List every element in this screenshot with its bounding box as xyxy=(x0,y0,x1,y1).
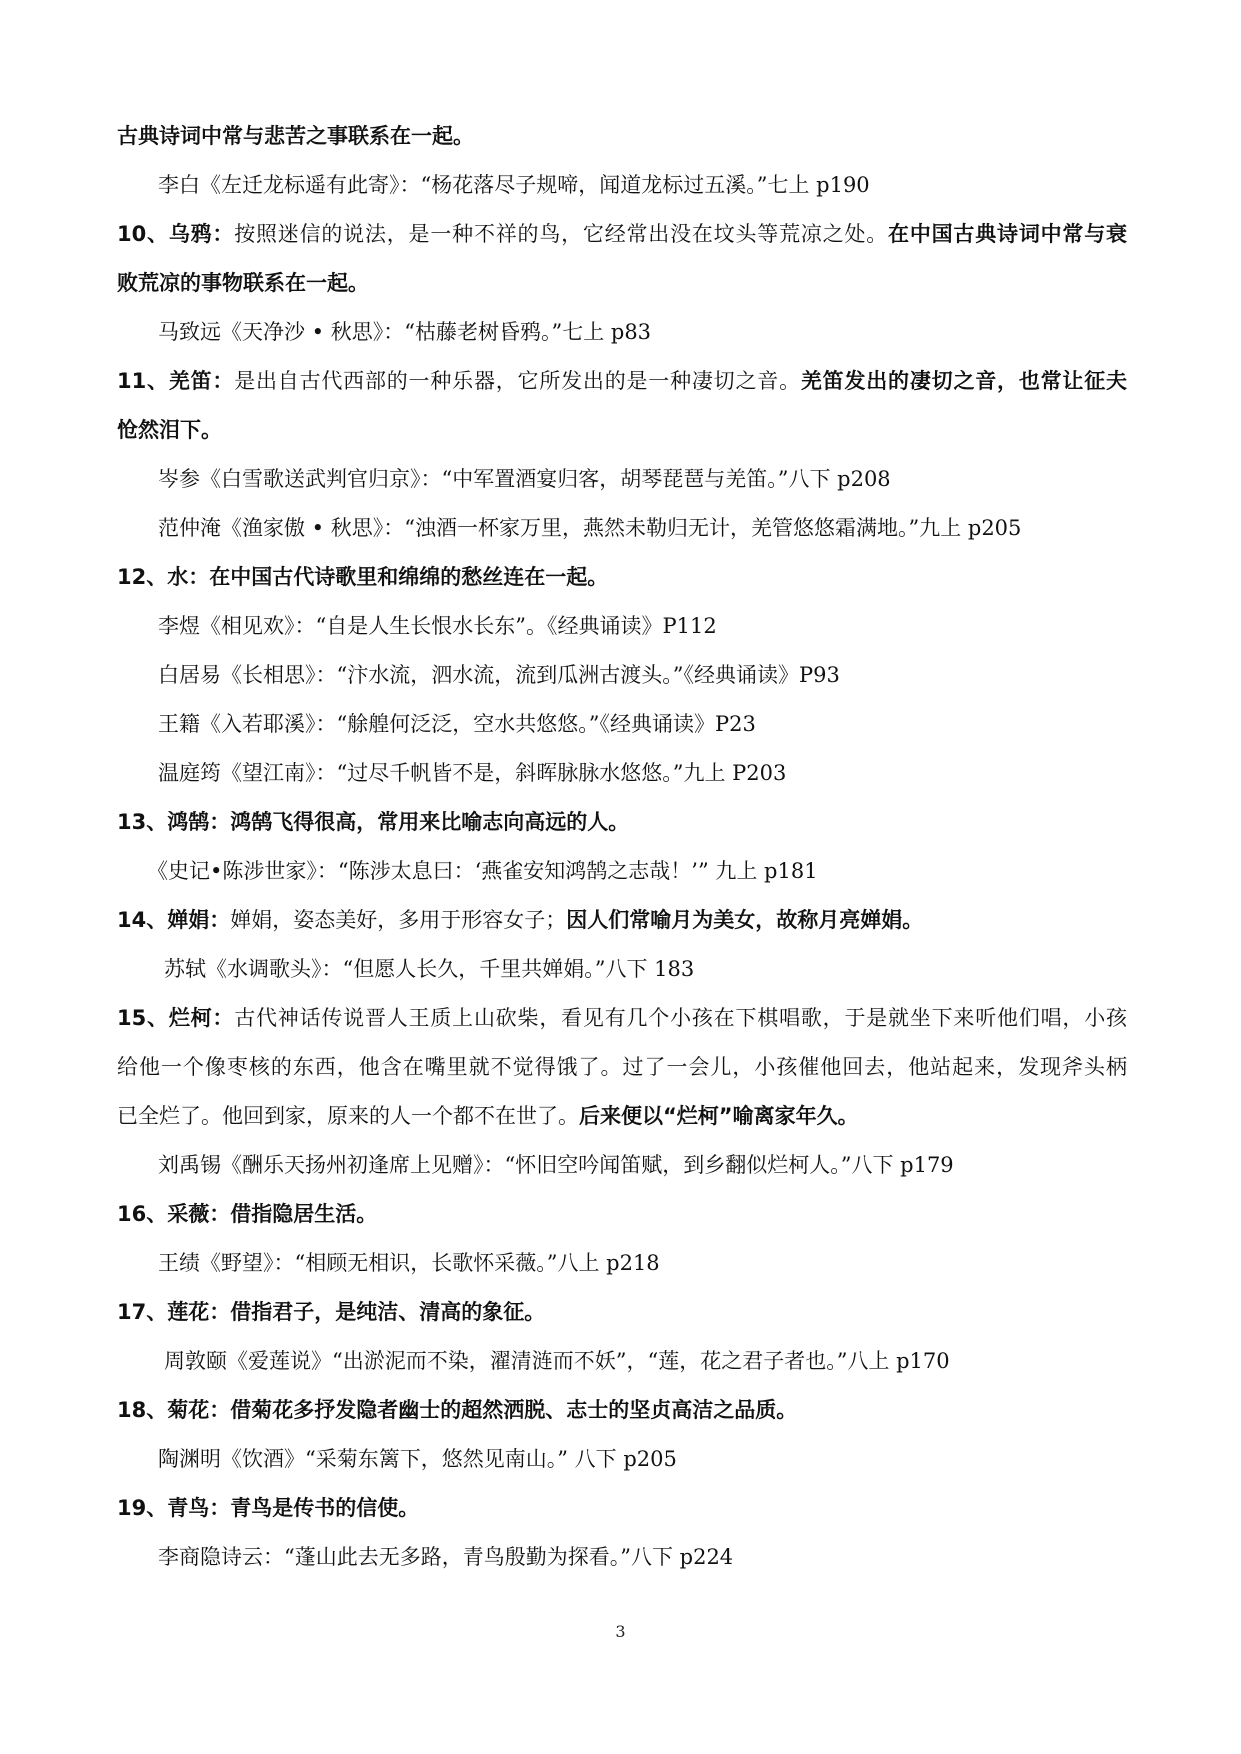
text-line: 败荒凉的事物联系在一起。 xyxy=(117,271,369,295)
entry-heading-qiangdi: 11、羌笛：是出自古代西部的一种乐器，它所发出的是一种凄切之音。羌笛发出的凄切之音，也常让征夫 xyxy=(117,369,1128,393)
document-body xyxy=(117,112,1127,1582)
entry-heading-qingniao: 19、青鸟：青鸟是传书的信使。 xyxy=(117,1496,420,1520)
quote-line: 马致远《天净沙 • 秋思》：“枯藤老树昏鸦。”七上 p83 xyxy=(158,320,652,344)
entry-heading-honghu: 13、鸿鹄：鸿鹄飞得很高，常用来比喻志向高远的人。 xyxy=(117,810,630,834)
quote-line: 温庭筠《望江南》：“过尽千帆皆不是，斜晖脉脉水悠悠。”九上 P203 xyxy=(158,761,787,785)
quote-line: 王籍《入若耶溪》：“艅艎何泛泛，空水共悠悠。”《经典诵读》P23 xyxy=(158,712,756,736)
text-line: 古典诗词中常与悲苦之事联系在一起。 xyxy=(117,124,474,148)
entry-heading-shui: 12、水：在中国古代诗歌里和绵绵的愁丝连在一起。 xyxy=(117,565,609,589)
text-line: 怆然泪下。 xyxy=(117,418,222,442)
entry-heading-caiwei: 16、采薇：借指隐居生活。 xyxy=(117,1202,378,1226)
quote-line: 王绩《野望》：“相顾无相识，长歌怀采薇。”八上 p218 xyxy=(158,1251,660,1275)
entry-heading-lianhua: 17、莲花：借指君子，是纯洁、清高的象征。 xyxy=(117,1300,546,1324)
quote-line: 岑参《白雪歌送武判官归京》：“中军置酒宴归客，胡琴琵琶与羌笛。”八下 p208 xyxy=(158,467,891,491)
quote-line: 白居易《长相思》：“汴水流，泗水流，流到瓜洲古渡头。”《经典诵读》P93 xyxy=(158,663,840,687)
quote-line: 陶渊明《饮酒》“采菊东篱下，悠然见南山。” 八下 p205 xyxy=(158,1447,677,1471)
quote-line: 李商隐诗云：“蓬山此去无多路，青鸟殷勤为探看。”八下 p224 xyxy=(158,1545,734,1569)
entry-heading-juhua: 18、菊花：借菊花多抒发隐者幽士的超然洒脱、志士的坚贞高洁之品质。 xyxy=(117,1398,798,1422)
quote-line: 李煜《相见欢》：“自是人生长恨水长东”。《经典诵读》P112 xyxy=(158,614,717,638)
quote-line: 范仲淹《渔家傲 • 秋思》：“浊酒一杯家万里，燕然未勒归无计，羌管悠悠霜满地。”九上 p205 xyxy=(158,516,1022,540)
entry-heading-chanjuan: 14、婵娟：婵娟，姿态美好，多用于形容女子；因人们常喻月为美女，故称月亮婵娟。 xyxy=(117,908,924,932)
page-number: 3 xyxy=(615,1622,626,1641)
entry-heading-wuya: 10、乌鸦：按照迷信的说法，是一种不祥的鸟，它经常出没在坟头等荒凉之处。在中国古典诗词中常与衰 xyxy=(117,222,1127,246)
quote-line: 周敦颐《爱莲说》“出淤泥而不染，濯清涟而不妖”，“莲，花之君子者也。”八上 p170 xyxy=(164,1349,950,1373)
text-line: 给他一个像枣核的东西，他含在嘴里就不觉得饿了。过了一会儿，小孩催他回去，他站起来，发现斧头柄 xyxy=(117,1055,1127,1079)
quote-line: 李白《左迁龙标遥有此寄》：“杨花落尽子规啼，闻道龙标过五溪。”七上 p190 xyxy=(158,173,870,197)
text-line: 已全烂了。他回到家，原来的人一个都不在世了。后来便以“烂柯”喻离家年久。 xyxy=(117,1104,859,1128)
entry-heading-lanke: 15、烂柯：古代神话传说晋人王质上山砍柴，看见有几个小孩在下棋唱歌，于是就坐下来听他们唱，小孩 xyxy=(117,1006,1127,1030)
quote-line: 刘禹锡《酬乐天扬州初逢席上见赠》：“怀旧空吟闻笛赋，到乡翻似烂柯人。”八下 p179 xyxy=(158,1153,954,1177)
quote-line: 苏轼《水调歌头》：“但愿人长久，千里共婵娟。”八下 183 xyxy=(164,957,695,981)
quote-line: 《史记•陈涉世家》：“陈涉太息曰：‘燕雀安知鸿鹄之志哉！’” 九上 p181 xyxy=(147,859,818,883)
